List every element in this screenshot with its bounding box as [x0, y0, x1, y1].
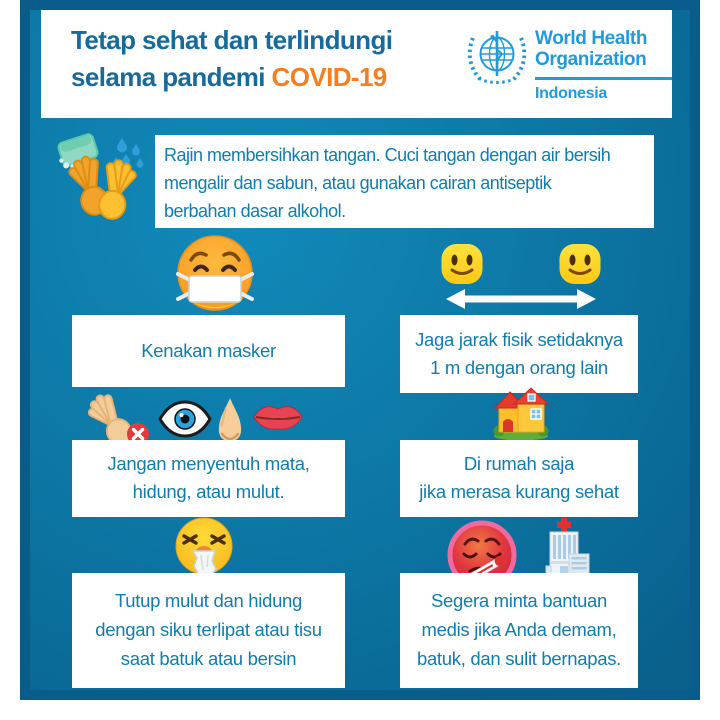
house-icon — [492, 386, 550, 442]
tip-panel-stay-home — [400, 440, 638, 517]
tip-text-line: Kenakan masker — [141, 340, 276, 361]
tip-text-line: mengalir dan sabun, atau gunakan cairan antiseptik — [164, 173, 552, 193]
who-logo-text — [535, 28, 675, 103]
covid19-infographic — [20, 0, 700, 700]
header-panel — [41, 10, 672, 118]
tip-text-line: saat batuk atau bersin — [120, 648, 297, 669]
covid19-highlight: COVID-19 — [271, 62, 387, 92]
smiley-face-icon — [440, 242, 484, 286]
tip-text-line: Di rumah saja — [463, 453, 575, 474]
who-region: Indonesia — [535, 84, 607, 102]
tip-text-line: Jaga jarak fisik setidaknya — [415, 329, 623, 350]
tip-panel-hand-hygiene — [155, 135, 654, 228]
tip-text-line: 1 m dengan orang lain — [430, 357, 608, 378]
tip-text-line: Jangan menyentuh mata, — [107, 453, 310, 474]
nose-icon — [212, 396, 248, 444]
tip-text-line: Tutup mulut dan hidung — [114, 590, 303, 611]
page-title — [71, 22, 392, 96]
washing-hands-icon — [56, 126, 150, 226]
title-line1: Tetap sehat dan terlindungi — [71, 25, 393, 55]
who-org-line1: World Health — [535, 28, 648, 49]
tip-panel-avoid-touching — [72, 440, 345, 517]
double-headed-arrow-icon — [446, 288, 596, 310]
mouth-icon — [252, 402, 304, 432]
who-org-line2: Organization — [535, 49, 647, 70]
no-touch-hand-icon — [88, 391, 154, 447]
tip-text-line: Segera minta bantuan — [430, 590, 608, 611]
tip-text-line: batuk, dan sulit bernapas. — [416, 648, 622, 669]
tip-panel-physical-distance — [400, 315, 638, 393]
tip-text-line: Rajin membersihkan tangan. Cuci tangan dengan air bersih — [164, 145, 611, 165]
tip-text-line: medis jika Anda demam, — [421, 619, 617, 640]
title-line2: selama pandemi COVID-19 — [71, 62, 387, 92]
tip-text-line: jika merasa kurang sehat — [419, 481, 619, 502]
tip-panel-seek-medical-help — [400, 573, 638, 688]
tip-text-line: hidung, atau mulut. — [132, 481, 285, 502]
who-divider — [535, 77, 672, 80]
hospital-icon — [538, 518, 590, 576]
who-emblem-icon — [465, 26, 529, 90]
tip-panel-cover-cough — [72, 573, 345, 688]
eye-icon — [158, 400, 212, 438]
tip-text-line: dengan siku terlipat atau tisu — [95, 619, 322, 640]
tip-panel-wear-mask — [72, 315, 345, 387]
face-with-mask-icon — [175, 233, 255, 315]
smiley-face-icon — [558, 242, 602, 286]
tip-text-line: berbahan dasar alkohol. — [164, 201, 346, 221]
